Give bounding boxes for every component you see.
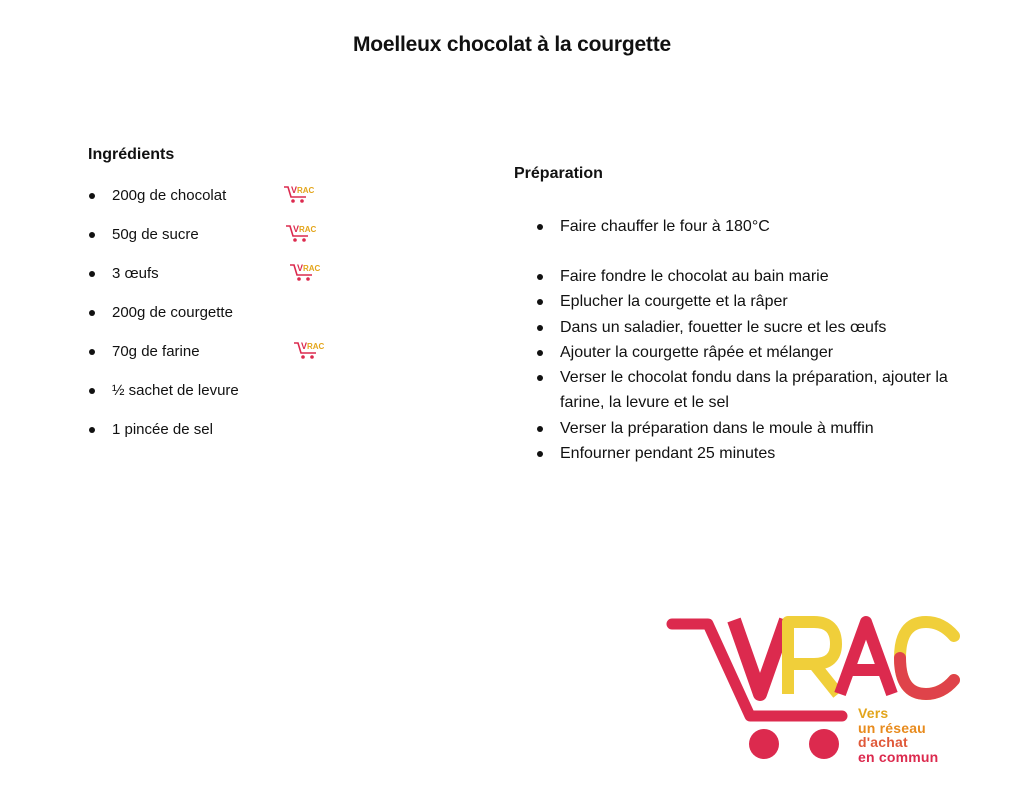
list-item: Faire fondre le chocolat au bain marie (536, 264, 996, 289)
ingredients-heading: Ingrédients (88, 146, 175, 163)
svg-text:RAC: RAC (299, 225, 316, 234)
letter-r (788, 622, 838, 694)
ingredient-text: 3 œufs (112, 265, 159, 282)
svg-text:RAC: RAC (307, 342, 324, 351)
list-item: Enfourner pendant 25 minutes (536, 441, 996, 466)
list-item (88, 225, 408, 264)
svg-text:RAC: RAC (303, 264, 320, 273)
list-item: Ajouter la courgette râpée et mélanger (536, 340, 996, 365)
list-item (88, 381, 408, 420)
vrac-cart-icon (284, 221, 316, 245)
ingredient-text: 200g de chocolat (112, 187, 227, 204)
ingredient-text: 200g de courgette (112, 304, 233, 321)
tagline-line: Vers (858, 705, 889, 721)
preparation-steps-list (536, 264, 996, 466)
vrac-cart-icon (282, 182, 314, 206)
list-item: Verser le chocolat fondu dans la préparation, ajouter la farine, la levure et le sel (536, 365, 996, 416)
list-item (88, 264, 408, 303)
list-item: Verser la préparation dans le moule à muffin (536, 416, 996, 441)
list-item: Dans un saladier, fouetter le sucre et les œufs (536, 315, 996, 340)
list-item (88, 420, 408, 459)
ingredient-text: 1 pincée de sel (112, 421, 213, 438)
list-item: Faire chauffer le four à 180°C (536, 214, 996, 239)
list-item (88, 303, 408, 342)
list-item (88, 186, 408, 225)
list-item: Eplucher la courgette et la râper (536, 289, 996, 314)
ingredients-list (88, 186, 408, 459)
list-item (88, 342, 408, 381)
cart-wheel (809, 729, 839, 759)
cart-wheel (749, 729, 779, 759)
svg-text:V: V (293, 224, 300, 234)
tagline-line: d'achat (858, 734, 908, 750)
preparation-heading: Préparation (514, 165, 603, 182)
vrac-cart-icon (292, 338, 324, 362)
preparation-intro-list (536, 214, 996, 239)
page-title: Moelleux chocolat à la courgette (352, 33, 671, 56)
svg-text:V: V (291, 185, 298, 195)
ingredient-text: 70g de farine (112, 343, 200, 360)
svg-text:V: V (297, 263, 304, 273)
letter-a (840, 622, 892, 694)
letter-v (734, 620, 786, 694)
tagline-line: un réseau (858, 719, 926, 736)
vrac-cart-icon (288, 260, 320, 284)
svg-text:V: V (301, 341, 308, 351)
logo-tagline (858, 706, 938, 764)
svg-text:RAC: RAC (297, 186, 314, 195)
ingredient-text: 50g de sucre (112, 226, 199, 243)
tagline-line: en commun (858, 748, 939, 765)
ingredient-text: ½ sachet de levure (112, 382, 239, 399)
